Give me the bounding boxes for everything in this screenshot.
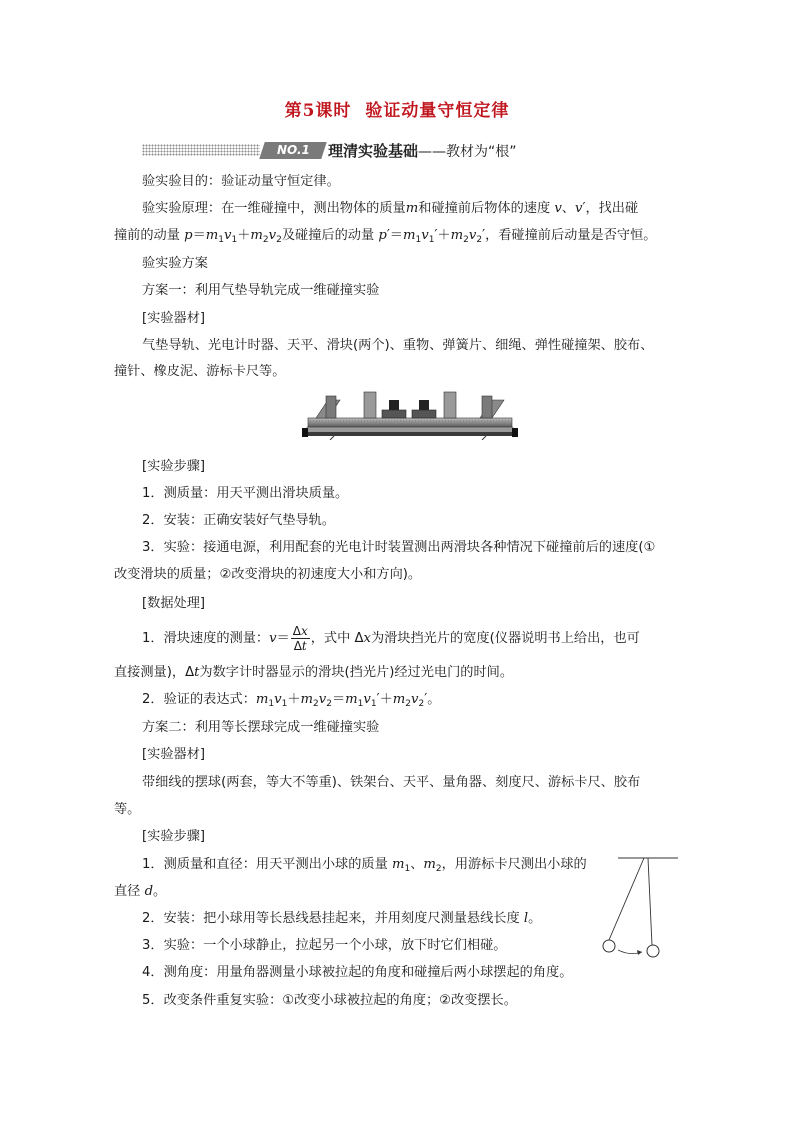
- step2-1-line-1: 1．测质量和直径：用天平测出小球的质量 $m_1$、$m_2$，用游标卡尺测出小球的: [142, 857, 587, 874]
- lesson-number: 第5课时: [284, 101, 352, 121]
- data-line-1: 1．滑块速度的测量：v＝ $\frac{\Delta x}{\Delta t}$ ，式中 Δx为滑块挡光片的宽度(仪器说明书上给出，也可: [142, 623, 640, 653]
- page-title: [0, 96, 794, 121]
- equipment2-heading: [实验器材]: [142, 747, 206, 762]
- air-track-figure: [298, 388, 522, 440]
- purpose-line: 验实验目的：验证动量守恒定律。: [142, 174, 340, 189]
- step2-3: 3．实验：一个小球静止，拉起另一个小球，放下时它们相碰。: [142, 938, 507, 953]
- data-line-2: 直接测量)，Δt为数字计时器显示的滑块(挡光片)经过光电门的时间。: [114, 665, 514, 680]
- plan-heading: 验实验方案: [142, 256, 208, 271]
- step2-4: 4．测角度：用量角器测量小球被拉起的角度和碰撞后两小球摆起的角度。: [142, 965, 573, 980]
- section-title: 理清实验基础——教材为“根”: [328, 142, 517, 160]
- step-2: 2．安装：正确安装好气垫导轨。: [142, 513, 336, 528]
- plan-one: 方案一：利用气垫导轨完成一维碰撞实验: [142, 283, 380, 298]
- equipment-heading: [实验器材]: [142, 311, 206, 326]
- equipment-line-1: 气垫导轨、光电计时器、天平、滑块(两个)、重物、弹簧片、细绳、弹性碰撞架、胶布、: [142, 338, 654, 353]
- data-heading: [数据处理]: [142, 596, 206, 611]
- step2-5: 5．改变条件重复实验：①改变小球被拉起的角度；②改变摆长。: [142, 993, 517, 1008]
- equipment-line-2: 撞针、橡皮泥、游标卡尺等。: [114, 364, 286, 379]
- principle-line-1: 验实验原理：在一维碰撞中，测出物体的质量m和碰撞前后物体的速度 v、v′，找出碰: [142, 201, 639, 216]
- section-header: [142, 140, 692, 162]
- step2-2: 2．安装：把小球用等长悬线悬挂起来，并用刻度尺测量悬线长度 l。: [142, 911, 542, 926]
- step-1: 1．测质量：用天平测出滑块质量。: [142, 486, 349, 501]
- equipment2-line-2: 等。: [114, 802, 141, 817]
- data-line-3: 2．验证的表达式：$m_1v_1+m_2v_2=m_1v_1'+m_2v_2'$。: [142, 692, 441, 709]
- equipment2-line-1: 带细线的摆球(两套，等大不等重)、铁架台、天平、量角器、刻度尺、游标卡尺、胶布: [142, 775, 641, 790]
- pendulum-figure: [596, 852, 682, 962]
- steps2-heading: [实验步骤]: [142, 829, 206, 844]
- step-3-line-2: 改变滑块的质量；②改变滑块的初速度大小和方向)。: [114, 567, 422, 582]
- step2-1-line-2: 直径 d。: [114, 884, 167, 899]
- steps-heading: [实验步骤]: [142, 459, 206, 474]
- section-tag: NO.1: [259, 142, 327, 159]
- velocity-fraction: $\frac{\Delta x}{\Delta t}$: [292, 623, 308, 653]
- step-3-line-1: 3．实验：接通电源，利用配套的光电计时装置测出两滑块各种情况下碰撞前后的速度(①: [142, 540, 656, 555]
- plan-two: 方案二：利用等长摆球完成一维碰撞实验: [142, 720, 380, 735]
- principle-line-2: 撞前的动量 $p=m_1v_1+m_2v_2$及碰撞后的动量 $p'=m_1v_1'+m_2v_2'$，看碰撞前后动量是否守恒。: [114, 228, 657, 245]
- lesson-topic: 验证动量守恒定律: [365, 101, 510, 121]
- dotted-bar: [142, 144, 260, 156]
